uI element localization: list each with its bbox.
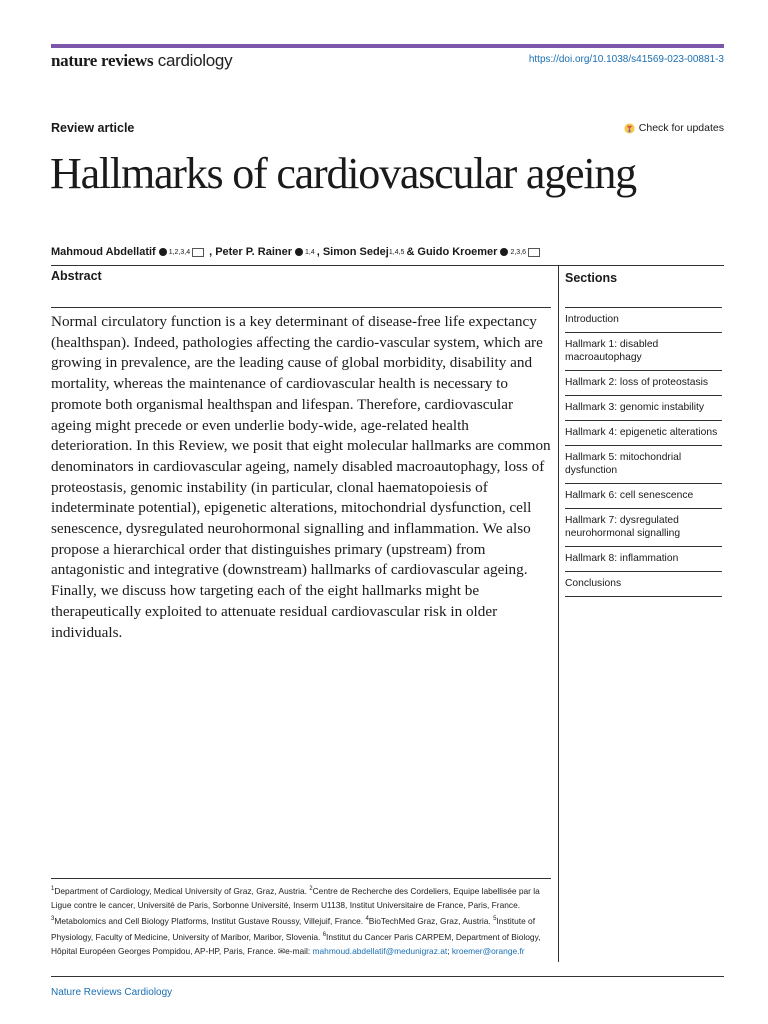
affiliation-number: 4 (365, 916, 369, 923)
orcid-icon[interactable] (159, 248, 167, 256)
orcid-icon[interactable] (500, 248, 508, 256)
affiliation-text: Institute of Physiology, Faculty of Medicine, University of Maribor, Maribor, Slovenia. (51, 916, 536, 942)
check-updates-icon (624, 123, 635, 134)
abstract-heading: Abstract (51, 269, 102, 283)
divider (51, 878, 551, 879)
check-updates-label: Check for updates (638, 122, 724, 134)
affiliation-number: 6 (322, 932, 327, 939)
section-link[interactable]: Hallmark 8: inflammation (565, 547, 722, 572)
journal-brand: nature reviews (51, 51, 154, 70)
author-separator: & (406, 246, 415, 258)
journal-name: cardiology (157, 51, 233, 70)
divider (51, 307, 551, 308)
author-name[interactable]: Peter P. Rainer (215, 246, 293, 258)
section-link[interactable]: Conclusions (565, 572, 722, 597)
mail-icon[interactable] (528, 248, 540, 257)
author-affiliation-marks: 1,4 (305, 248, 315, 256)
section-link[interactable]: Introduction (565, 308, 722, 333)
article-type: Review article (51, 121, 135, 135)
author-list (51, 246, 544, 258)
email-link[interactable]: mahmoud.abdellatif@medunigraz.at (312, 946, 448, 957)
section-link[interactable]: Hallmark 6: cell senescence (565, 484, 722, 509)
section-link[interactable]: Hallmark 2: loss of proteostasis (565, 371, 722, 396)
affiliation-number: 2 (309, 886, 313, 892)
affiliation-number: 3 (51, 916, 55, 923)
section-link[interactable]: Hallmark 5: mitochondrial dysfunction (565, 446, 722, 484)
author-name[interactable]: Mahmoud Abdellatif (51, 246, 156, 258)
doi-link[interactable]: https://doi.org/10.1038/s41569-023-00881-3 (528, 54, 724, 65)
abstract-text: Normal circulatory function is a key determinant of disease-free life expectancy (healthspan). Indeed, pathologies affecting the cardio-vascular system, which are growing in prevalence, are the leading cause of global morbidity, disability and mortality, whereas the maintenance of cardiovascular health is necessary to promote both organismal healthspan and lifespan. Therefore, cardiovascular ageing might precede or even underlie body-wide, age-related health deterioration. In this Review, we posit that eight molecular hallmarks are common denominators in cardiovascular ageing, namely disabled macroautophagy, loss of proteostasis, genomic instability (in particular, clonal haematopoiesis of indeterminate potential), epigenetic alterations, mitochondrial dysfunction, cell senescence, dysregulated neurohormonal signalling and inflammation. We also propose a hierarchical order that distinguishes primary (upstream) from antagonistic and integrative (downstream) hallmarks of cardiovascular ageing. Finally, we discuss how targeting each of the eight hallmarks might be therapeutically exploited to attenuate residual cardiovascular risk in older individuals. (51, 313, 551, 641)
email-separator: ; (447, 946, 452, 957)
author-name[interactable]: Guido Kroemer (417, 246, 498, 258)
mail-icon: ✉ (278, 946, 286, 957)
divider (51, 976, 724, 977)
affiliation-text: Department of Cardiology, Medical University of Graz, Graz, Austria. (54, 885, 310, 896)
mail-icon[interactable] (192, 248, 204, 257)
footer-journal-name[interactable]: Nature Reviews Cardiology (51, 987, 173, 998)
check-updates-button[interactable] (624, 122, 724, 134)
affiliation-text: Institut du Cancer Paris CARPEM, Department of Biology, Hôpital Européen Georges Pompidou, AP-HP, Paris, France. (51, 932, 541, 957)
section-link[interactable]: Hallmark 7: dysregulated neurohormonal signalling (565, 509, 722, 547)
orcid-icon[interactable] (295, 248, 303, 256)
affiliation-text: BioTechMed Graz, Graz, Austria. (368, 916, 494, 926)
divider (51, 265, 724, 266)
affiliations (51, 882, 551, 958)
affiliation-number: 1 (51, 886, 55, 892)
author-affiliation-marks: 2,3,6 (510, 248, 527, 256)
journal-logo[interactable] (51, 51, 232, 71)
author-affiliation-marks: 1,2,3,4 (168, 248, 191, 256)
section-link[interactable]: Hallmark 1: disabled macroautophagy (565, 333, 722, 371)
article-title: Hallmarks of cardiovascular ageing (50, 149, 636, 198)
section-link[interactable]: Hallmark 4: epigenetic alterations (565, 421, 722, 446)
section-link[interactable]: Hallmark 3: genomic instability (565, 396, 722, 421)
affiliation-text: Metabolomics and Cell Biology Platforms, Institut Gustave Roussy, Villejuif, France. (54, 916, 366, 926)
author-affiliation-marks: 1,4,5 (388, 248, 405, 256)
email-link[interactable]: kroemer@orange.fr (451, 946, 525, 957)
sections-heading: Sections (565, 271, 618, 285)
author-separator: , (316, 246, 320, 258)
author-separator: , (209, 246, 213, 258)
email-label: e-mail: (285, 946, 313, 957)
author-name[interactable]: Simon Sedej (322, 246, 389, 258)
sections-nav (565, 307, 722, 597)
column-divider (558, 266, 559, 962)
affiliation-number: 5 (493, 916, 497, 923)
affiliation-text: Centre de Recherche des Cordeliers, Equipe labellisée par la Ligue contre le cancer, Université de Paris, Sorbonne Université, Inserm U1138, Institut Universitaire de France, Paris, France. (51, 885, 540, 910)
journal-accent-bar (51, 44, 724, 48)
